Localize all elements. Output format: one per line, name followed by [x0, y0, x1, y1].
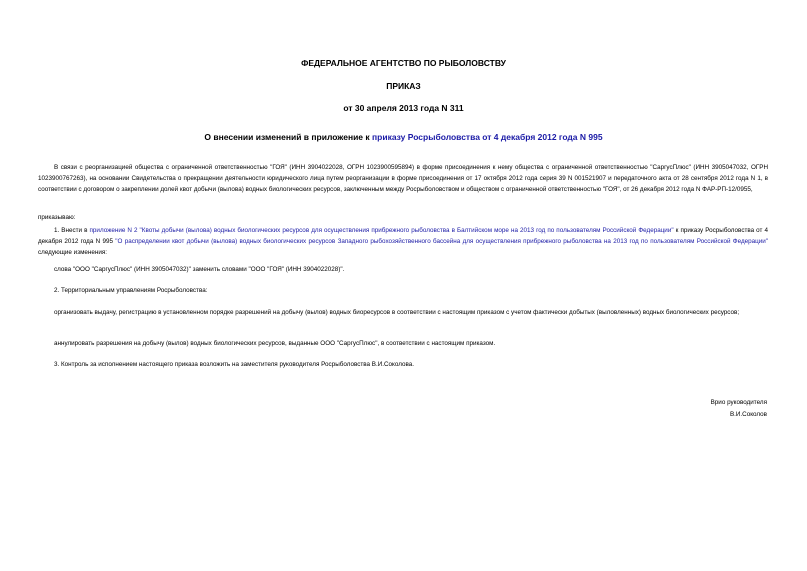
signature-name: В.И.Соколов — [729, 411, 767, 418]
item-1-suffix: следующие изменения: — [38, 249, 108, 256]
item-2b-paragraph: аннулировать разрешения на добычу (вылов) водных биологических ресурсов, выданные ООО "СаргусПлюс", в соответствии с настоящим приказом. — [54, 340, 496, 347]
subject-heading — [0, 132, 807, 142]
preamble-paragraph: В связи с реорганизацией общества с ограниченной ответственностью "ГОЯ" (ИНН 3904022028, ОГРН 1023900595894) в форме присоединения к нему общества с ограниченной ответственностью "СаргусПлюс" (ИНН 3905047032, ОГРН 1023900767263), на основании Свидетельства о прекращении деятельности юридического лица путем реорганизации в форме присоединения от 17 октября 2012 года серия 39 N 001521907 и передаточного акта от 28 сентября 2012 года N 1, в соответствии с договором о закреплении долей квот добычи (вылова) водных биологических ресурсов, заключенным между Росрыболовством и обществом с ограниченной ответственностью "ГОЯ", от 26 декабря 2012 года N ФАР-РП-12/0955, — [38, 164, 768, 193]
document-type-heading: ПРИКАЗ — [386, 81, 421, 91]
item-2-paragraph: 2. Территориальным управлениям Росрыболовства: — [54, 287, 208, 294]
subject-prefix: О внесении изменений в приложение к — [204, 132, 373, 142]
orders-line: приказываю: — [38, 214, 76, 221]
replace-paragraph: слова "ООО "СаргусПлюс" (ИНН 3905047032)" заменить словами "ООО "ГОЯ" (ИНН 3904022028)". — [54, 266, 345, 273]
item-2a-paragraph: организовать выдачу, регистрацию в установленном порядке разрешений на добычу (вылов) водных биоресурсов в соответствии с настоящим приказом с учетом фактически добытых (выловленных) водных биологических ресурсов; — [54, 309, 740, 316]
appendix-2-link[interactable]: приложение N 2 "Квоты добычи (вылова) водных биологических ресурсов для осуществления прибрежного рыболовства в Балтийском море на 2013 год по пользователям Российской Федерации" — [89, 227, 674, 234]
agency-heading: ФЕДЕРАЛЬНОЕ АГЕНТСТВО ПО РЫБОЛОВСТВУ — [301, 58, 506, 68]
item-1-prefix: 1. Внести в — [54, 227, 90, 234]
item-3-paragraph: 3. Контроль за исполнением настоящего приказа возложить на заместителя руководителя Росрыболовства В.И.Соколова. — [54, 361, 415, 368]
order-995-link[interactable]: "О распределении квот добычи (вылова) водных биологических ресурсов Западного рыбохозяйственного бассейна для осуществления прибрежного рыболовства на 2013 год по пользователям Российской Федерации" — [115, 238, 768, 245]
item-1-mid: к приказу Росрыболовства от 4 декабря 2012 года N 995 — [38, 227, 768, 245]
item-1-paragraph — [38, 225, 768, 258]
subject-link[interactable]: приказу Росрыболовства от 4 декабря 2012 года N 995 — [372, 132, 603, 142]
date-line: от 30 апреля 2013 года N 311 — [343, 103, 464, 113]
signature-title: Врио руководителя — [710, 399, 767, 406]
